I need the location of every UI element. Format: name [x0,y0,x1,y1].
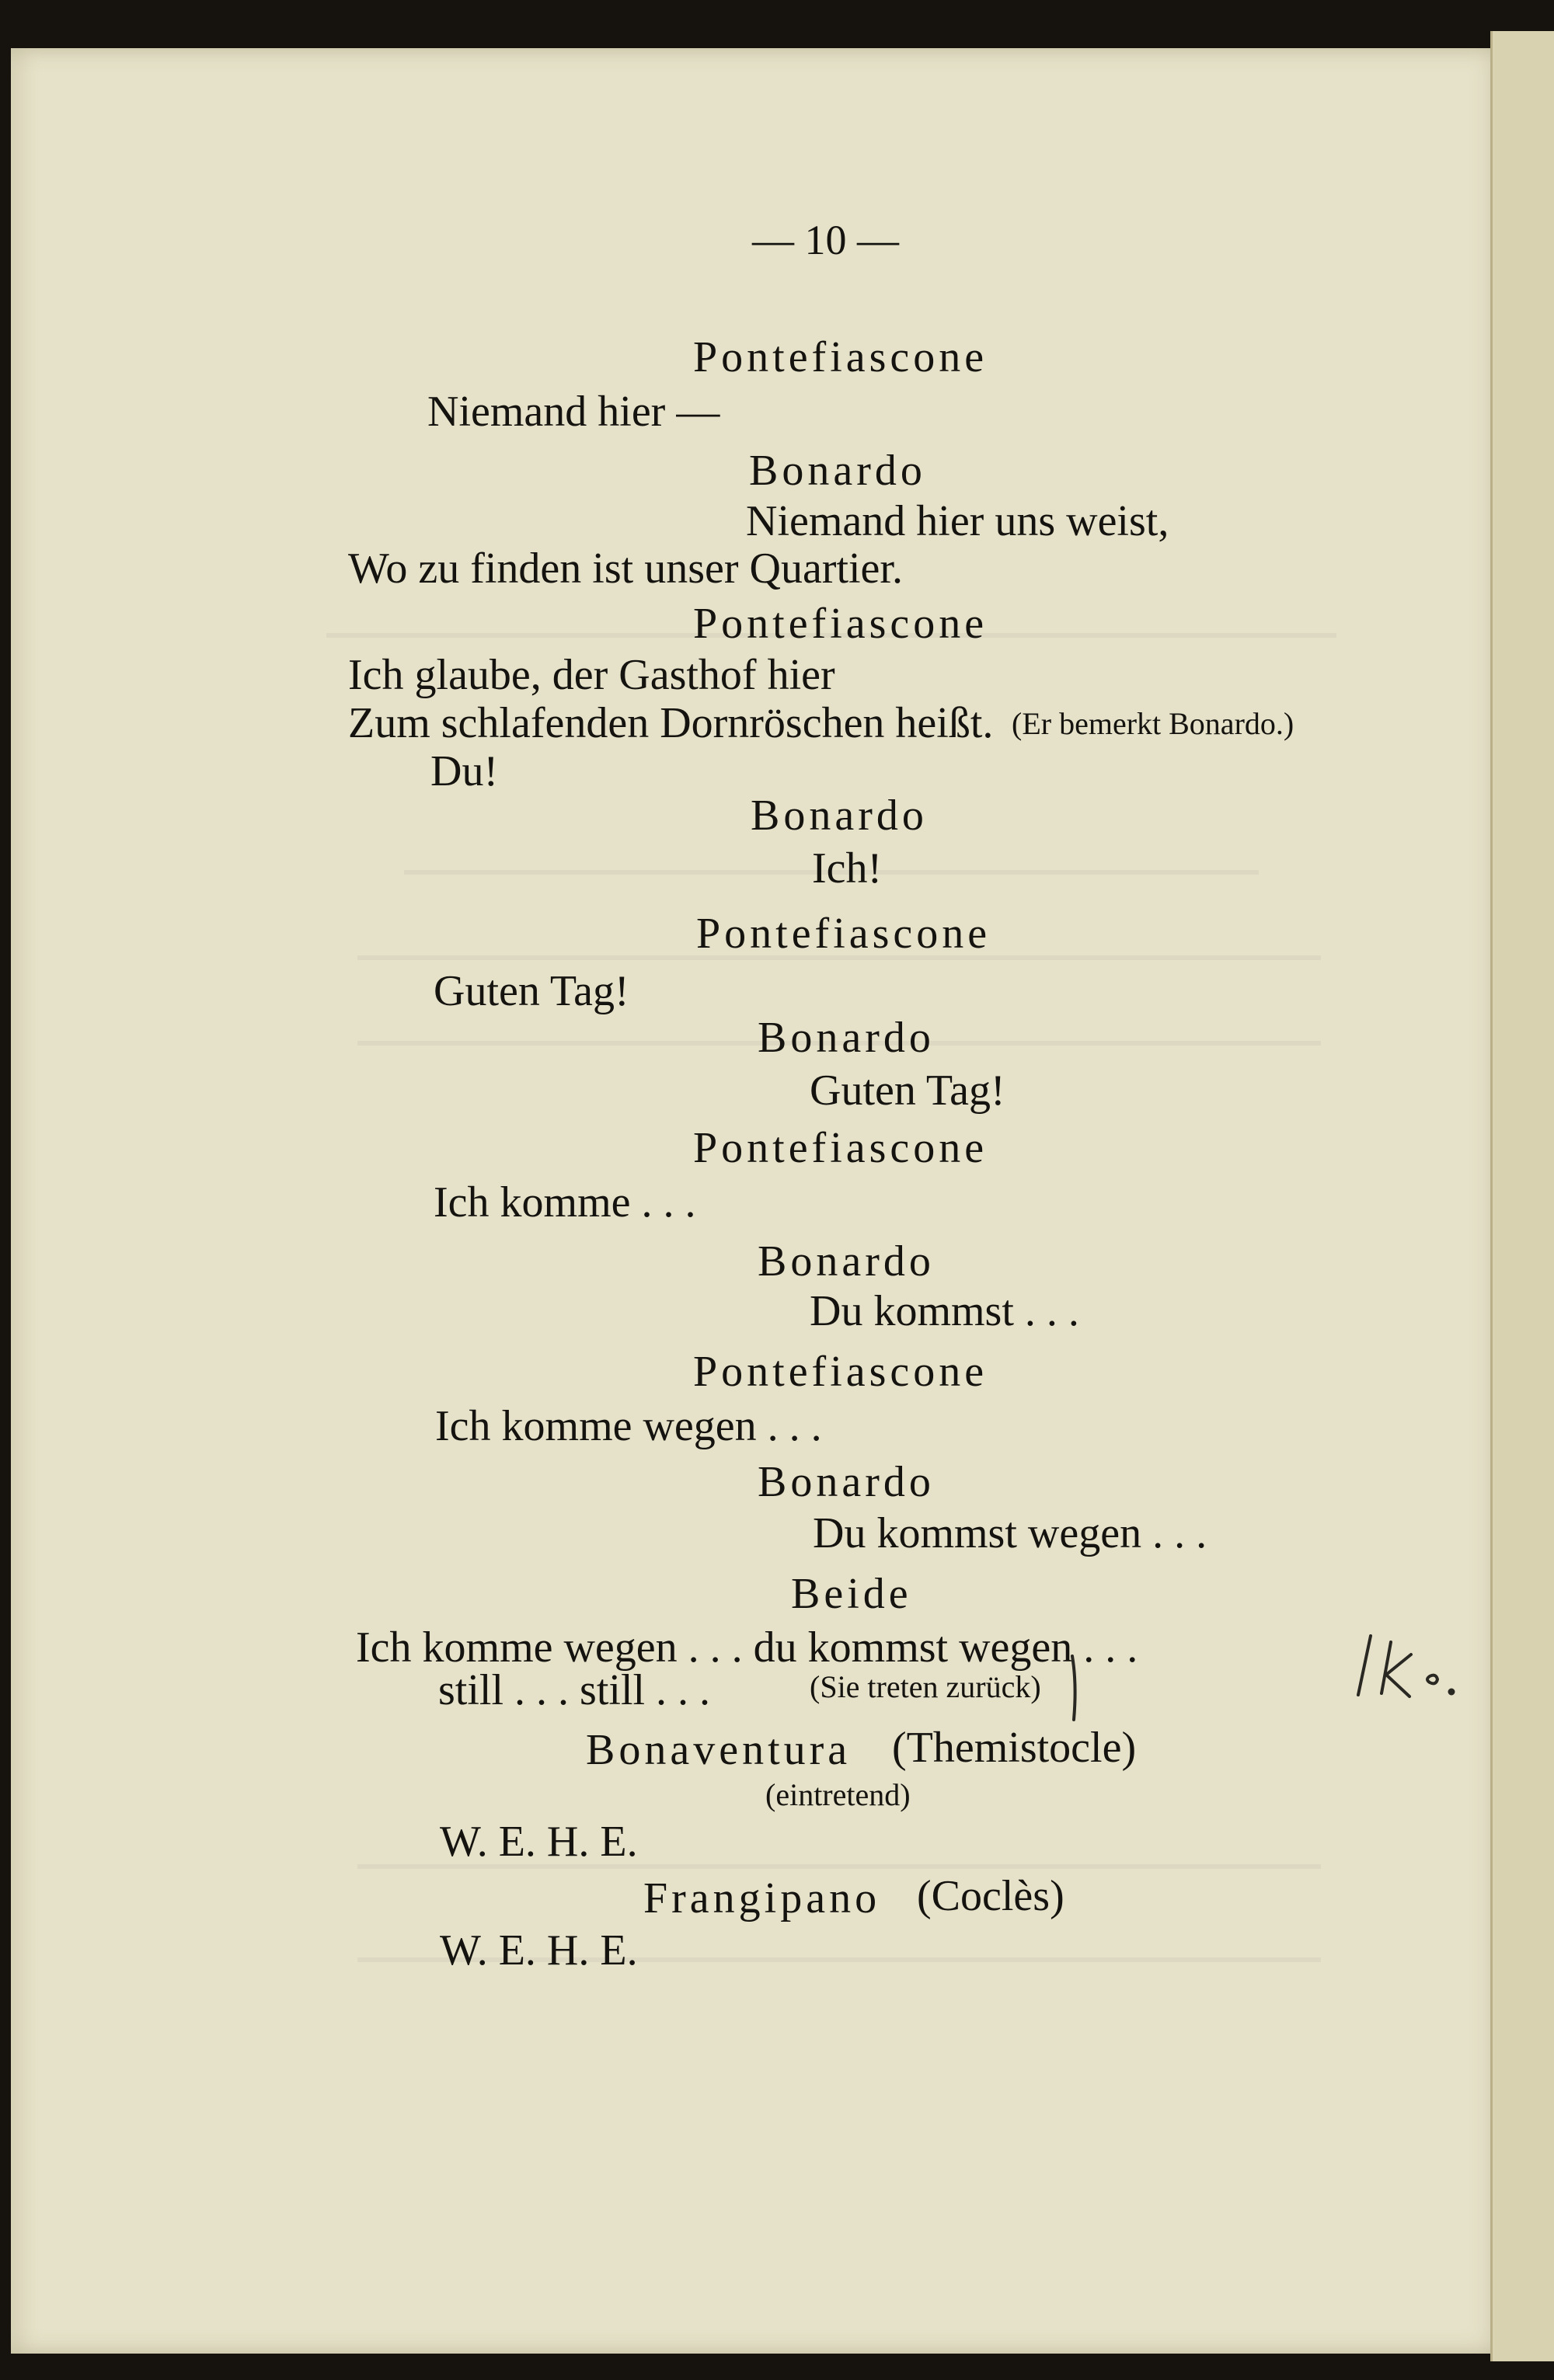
stage-direction: (eintretend) [765,1777,911,1812]
verse-line: W. E. H. E. [440,1926,638,1975]
verse-line: Guten Tag! [434,967,629,1015]
speaker-name: Frangipano [643,1874,881,1922]
verse-line: Ich komme . . . [434,1178,696,1227]
verse-line: still . . . still . . . [438,1666,711,1714]
speaker-name: Pontefiascone [693,1348,988,1396]
speaker-role: (Themistocle) [892,1724,1137,1772]
speaker-name: Bonardo [751,792,928,840]
book-spine-edge [1490,31,1554,2361]
speaker-name: Bonaventura [586,1726,852,1774]
speaker-name: Beide [791,1570,912,1618]
speaker-role: (Coclès) [917,1872,1064,1920]
verse-line: Du kommst . . . [810,1287,1079,1335]
verse-line: Du! [430,747,499,795]
speaker-name: Pontefiascone [696,910,991,958]
verse-line: Ich glaube, der Gasthof hier [348,651,835,699]
stage-direction: (Er bemerkt Bonardo.) [1012,706,1294,741]
verse-line: Niemand hier — [427,388,720,436]
page-number: — 10 — [752,217,899,263]
handwritten-annotation [1344,1631,1469,1701]
verse-line: Ich! [812,844,883,893]
verse-line: Niemand hier uns weist, [746,497,1169,545]
verse-line: Ich komme wegen . . . [435,1402,822,1450]
verse-line: Ich komme wegen . . . du kommst wegen . . . [356,1623,1138,1672]
speaker-name: Bonardo [758,1237,935,1286]
speaker-name: Pontefiascone [693,333,988,381]
verse-line: Guten Tag! [810,1066,1005,1115]
verse-line: W. E. H. E. [440,1818,638,1866]
speaker-name: Bonardo [758,1014,935,1062]
book-page [11,48,1510,2354]
speaker-name: Pontefiascone [693,1124,988,1172]
verse-line: Wo zu finden ist unser Quartier. [348,545,903,593]
speaker-name: Bonardo [758,1458,935,1506]
speaker-name: Bonardo [749,447,926,495]
verse-line: Zum schlafenden Dornröschen heißt. [348,699,994,747]
verse-line: Du kommst wegen . . . [813,1509,1207,1557]
speaker-name: Pontefiascone [693,600,988,648]
pencil-mark [1064,1653,1088,1723]
stage-direction: (Sie treten zurück) [810,1669,1041,1704]
